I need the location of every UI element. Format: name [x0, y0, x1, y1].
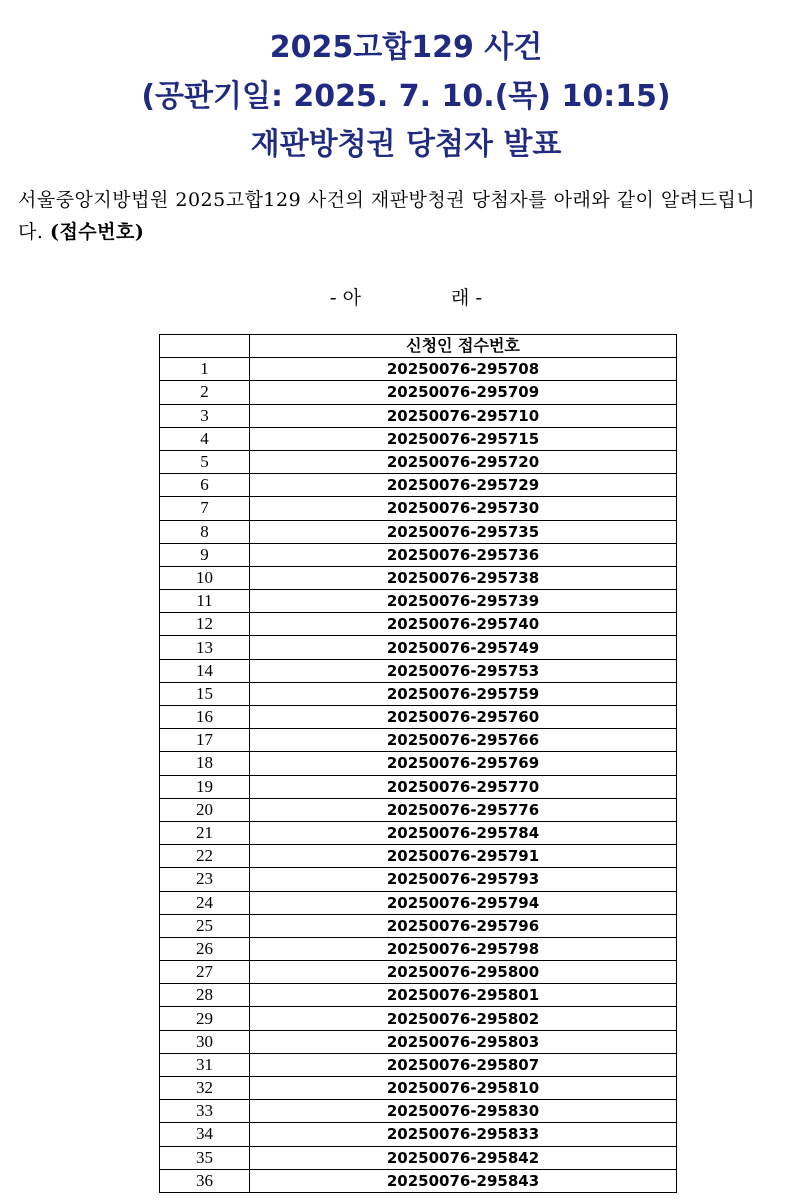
table-row [160, 613, 677, 636]
row-number: 24 [160, 891, 250, 914]
row-number: 1 [160, 358, 250, 381]
receipt-number: 20250076-295739 [250, 590, 677, 613]
receipt-number: 20250076-295791 [250, 845, 677, 868]
row-number: 31 [160, 1053, 250, 1076]
row-number: 7 [160, 497, 250, 520]
table-row [160, 891, 677, 914]
receipt-number: 20250076-295801 [250, 984, 677, 1007]
row-number: 2 [160, 381, 250, 404]
table-row [160, 984, 677, 1007]
table-row [160, 775, 677, 798]
intro-paragraph [18, 184, 778, 248]
receipt-number: 20250076-295729 [250, 474, 677, 497]
table-row [160, 1077, 677, 1100]
receipt-number: 20250076-295793 [250, 868, 677, 891]
receipt-number: 20250076-295798 [250, 937, 677, 960]
row-number: 29 [160, 1007, 250, 1030]
table-row [160, 1053, 677, 1076]
receipt-number: 20250076-295810 [250, 1077, 677, 1100]
receipt-number: 20250076-295720 [250, 450, 677, 473]
table-row [160, 798, 677, 821]
receipt-number: 20250076-295760 [250, 706, 677, 729]
table-header-row [160, 335, 677, 358]
receipt-number: 20250076-295749 [250, 636, 677, 659]
row-number: 9 [160, 543, 250, 566]
below-marker-left: - 아 [329, 287, 361, 309]
table-row [160, 845, 677, 868]
receipt-number: 20250076-295709 [250, 381, 677, 404]
row-number: 33 [160, 1100, 250, 1123]
receipt-number: 20250076-295830 [250, 1100, 677, 1123]
receipt-number: 20250076-295833 [250, 1123, 677, 1146]
table-row [160, 566, 677, 589]
table-row [160, 821, 677, 844]
table-row [160, 937, 677, 960]
table-row [160, 682, 677, 705]
receipt-number: 20250076-295759 [250, 682, 677, 705]
row-number: 23 [160, 868, 250, 891]
intro-text: 서울중앙지방법원 2025고합129 사건의 재판방청권 당첨자를 아래와 같이 알려드립니다. [18, 189, 756, 243]
intro-note: (접수번호) [49, 221, 145, 243]
row-number: 35 [160, 1146, 250, 1169]
row-number: 19 [160, 775, 250, 798]
row-number: 18 [160, 752, 250, 775]
table-row [160, 590, 677, 613]
row-number: 12 [160, 613, 250, 636]
row-number: 8 [160, 520, 250, 543]
row-number: 4 [160, 427, 250, 450]
receipt-number: 20250076-295807 [250, 1053, 677, 1076]
receipt-number: 20250076-295842 [250, 1146, 677, 1169]
row-number: 36 [160, 1169, 250, 1192]
receipt-number: 20250076-295796 [250, 914, 677, 937]
receipt-number: 20250076-295730 [250, 497, 677, 520]
below-marker [0, 284, 812, 312]
table-row [160, 450, 677, 473]
row-number: 13 [160, 636, 250, 659]
receipt-number: 20250076-295794 [250, 891, 677, 914]
table-row [160, 497, 677, 520]
receipt-number: 20250076-295708 [250, 358, 677, 381]
table-row [160, 543, 677, 566]
row-number: 20 [160, 798, 250, 821]
winners-table [159, 334, 677, 1193]
receipt-number: 20250076-295753 [250, 659, 677, 682]
row-number: 11 [160, 590, 250, 613]
receipt-number: 20250076-295776 [250, 798, 677, 821]
row-number: 26 [160, 937, 250, 960]
header-number [160, 335, 250, 358]
table-row [160, 868, 677, 891]
receipt-number: 20250076-295843 [250, 1169, 677, 1192]
row-number: 25 [160, 914, 250, 937]
receipt-number: 20250076-295770 [250, 775, 677, 798]
row-number: 22 [160, 845, 250, 868]
table-row [160, 1030, 677, 1053]
row-number: 32 [160, 1077, 250, 1100]
table-row [160, 914, 677, 937]
table-row [160, 474, 677, 497]
receipt-number: 20250076-295736 [250, 543, 677, 566]
table-row [160, 427, 677, 450]
row-number: 34 [160, 1123, 250, 1146]
row-number: 14 [160, 659, 250, 682]
winners-table-body [160, 358, 677, 1193]
row-number: 10 [160, 566, 250, 589]
table-row [160, 706, 677, 729]
receipt-number: 20250076-295800 [250, 961, 677, 984]
receipt-number: 20250076-295803 [250, 1030, 677, 1053]
announcement-title: 재판방청권 당첨자 발표 [250, 127, 562, 162]
row-number: 3 [160, 404, 250, 427]
table-row [160, 1007, 677, 1030]
receipt-number: 20250076-295769 [250, 752, 677, 775]
row-number: 16 [160, 706, 250, 729]
row-number: 30 [160, 1030, 250, 1053]
receipt-number: 20250076-295766 [250, 729, 677, 752]
row-number: 27 [160, 961, 250, 984]
header-receipt-number: 신청인 접수번호 [250, 335, 677, 358]
row-number: 15 [160, 682, 250, 705]
row-number: 17 [160, 729, 250, 752]
receipt-number: 20250076-295784 [250, 821, 677, 844]
below-marker-right: 래 - [451, 287, 483, 309]
table-row [160, 636, 677, 659]
table-row [160, 381, 677, 404]
row-number: 21 [160, 821, 250, 844]
table-row [160, 961, 677, 984]
row-number: 28 [160, 984, 250, 1007]
table-row [160, 729, 677, 752]
row-number: 6 [160, 474, 250, 497]
receipt-number: 20250076-295715 [250, 427, 677, 450]
table-row [160, 659, 677, 682]
table-row [160, 358, 677, 381]
table-row [160, 404, 677, 427]
receipt-number: 20250076-295802 [250, 1007, 677, 1030]
receipt-number: 20250076-295738 [250, 566, 677, 589]
table-row [160, 1146, 677, 1169]
table-row [160, 1169, 677, 1192]
table-row [160, 1100, 677, 1123]
table-row [160, 1123, 677, 1146]
table-row [160, 520, 677, 543]
row-number: 5 [160, 450, 250, 473]
hearing-date-title: (공판기일: 2025. 7. 10.(목) 10:15) [141, 79, 671, 114]
receipt-number: 20250076-295710 [250, 404, 677, 427]
case-title: 2025고합129 사건 [269, 30, 543, 65]
receipt-number: 20250076-295735 [250, 520, 677, 543]
table-row [160, 752, 677, 775]
receipt-number: 20250076-295740 [250, 613, 677, 636]
